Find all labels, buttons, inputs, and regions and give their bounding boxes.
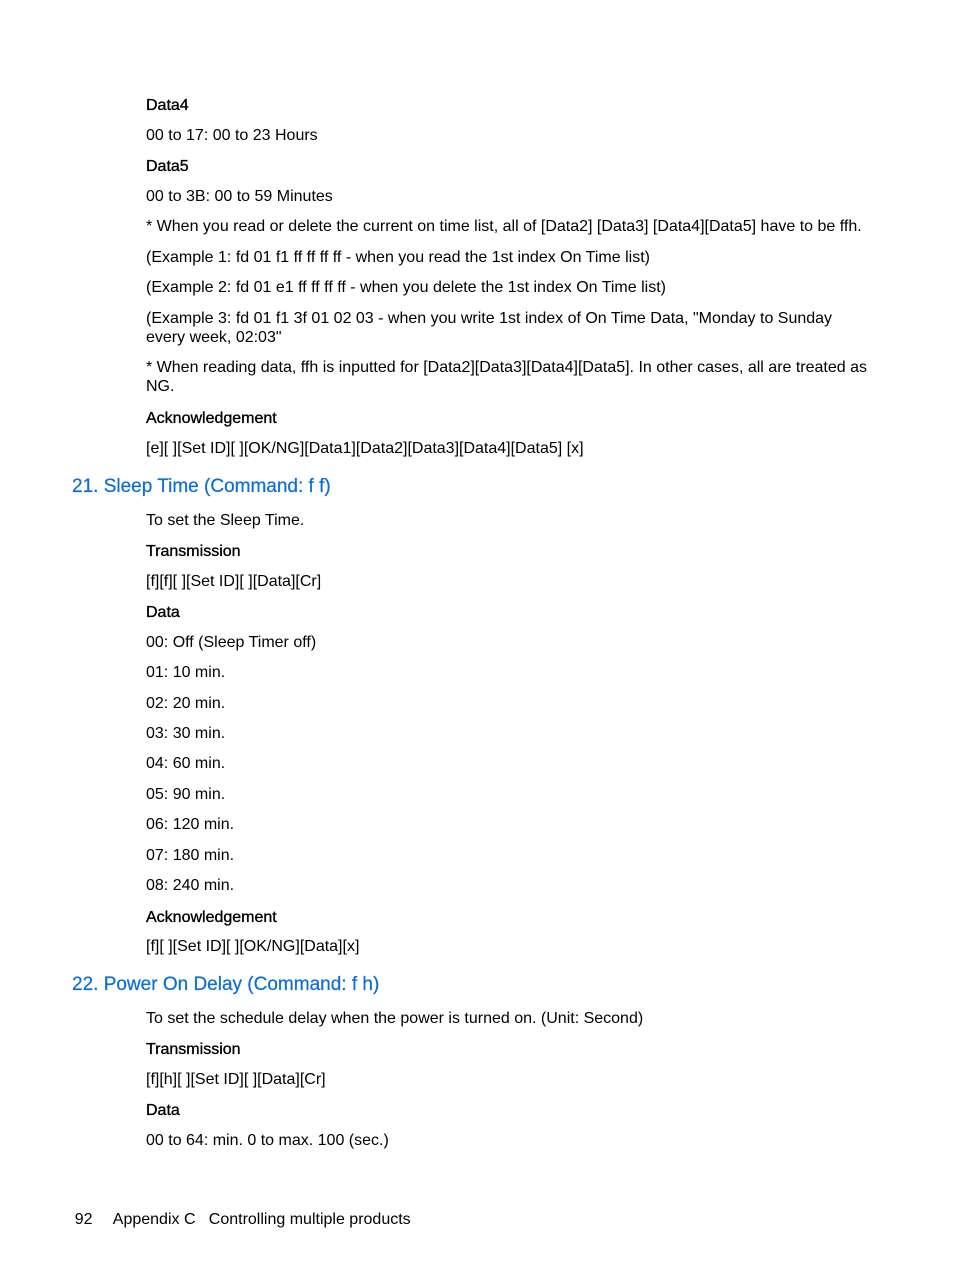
footer-appendix: Appendix C	[112, 1211, 196, 1228]
data4-value: 00 to 17: 00 to 23 Hours	[146, 127, 318, 144]
delay-transmission-value: [f][h][ ][Set ID][ ][Data][Cr]	[146, 1071, 326, 1088]
sleep-data-item: 00: Off (Sleep Timer off)	[146, 634, 317, 651]
sleep-time-intro: To set the Sleep Time.	[146, 512, 305, 529]
sleep-data-item: 02: 20 min.	[146, 695, 226, 712]
example-2: (Example 2: fd 01 e1 ff ff ff ff - when you delete the 1st index On Time list)	[146, 279, 666, 296]
example-3: (Example 3: fd 01 f1 3f 01 02 03 - when you write 1st index of On Time Data, "Monday to Sunday every week, 02:03"	[146, 310, 833, 346]
section-heading-sleep-time: 21. Sleep Time (Command: f f)	[72, 476, 331, 497]
page-footer	[57, 1191, 411, 1248]
note-reading-data: * When reading data, ffh is inputted for [Data2][Data3][Data4][Data5]. In other cases, all are treated as NG.	[146, 359, 868, 395]
sleep-data-item: 06: 120 min.	[146, 816, 235, 833]
delay-transmission-label: Transmission	[146, 1041, 241, 1058]
section-heading-power-on-delay: 22. Power On Delay (Command: f h)	[72, 974, 380, 995]
delay-data-value: 00 to 64: min. 0 to max. 100 (sec.)	[146, 1132, 389, 1149]
sleep-data-item: 05: 90 min.	[146, 786, 226, 803]
sleep-transmission-label: Transmission	[146, 543, 241, 560]
sleep-data-item: 08: 240 min.	[146, 877, 235, 894]
data4-label: Data4	[146, 97, 189, 114]
delay-data-label: Data	[146, 1102, 180, 1119]
sleep-data-item: 04: 60 min.	[146, 755, 226, 772]
note-read-delete: * When you read or delete the current on time list, all of [Data2] [Data3] [Data4][Data5] have to be ffh.	[146, 218, 862, 235]
acknowledgement-value: [e][ ][Set ID][ ][OK/NG][Data1][Data2][Data3][Data4][Data5] [x]	[146, 440, 584, 457]
sleep-acknowledgement-value: [f][ ][Set ID][ ][OK/NG][Data][x]	[146, 938, 360, 955]
footer-title: Controlling multiple products	[208, 1211, 411, 1228]
sleep-data-item: 07: 180 min.	[146, 847, 235, 864]
power-on-delay-intro: To set the schedule delay when the power is turned on. (Unit: Second)	[146, 1010, 644, 1027]
data5-label: Data5	[146, 158, 189, 175]
sleep-data-label: Data	[146, 604, 180, 621]
acknowledgement-label: Acknowledgement	[146, 410, 277, 427]
page-number: 92	[74, 1211, 93, 1228]
example-1: (Example 1: fd 01 f1 ff ff ff ff - when you read the 1st index On Time list)	[146, 249, 650, 266]
data5-value: 00 to 3B: 00 to 59 Minutes	[146, 188, 333, 205]
sleep-acknowledgement-label: Acknowledgement	[146, 909, 277, 926]
sleep-data-item: 01: 10 min.	[146, 664, 226, 681]
sleep-transmission-value: [f][f][ ][Set ID][ ][Data][Cr]	[146, 573, 322, 590]
sleep-data-item: 03: 30 min.	[146, 725, 226, 742]
